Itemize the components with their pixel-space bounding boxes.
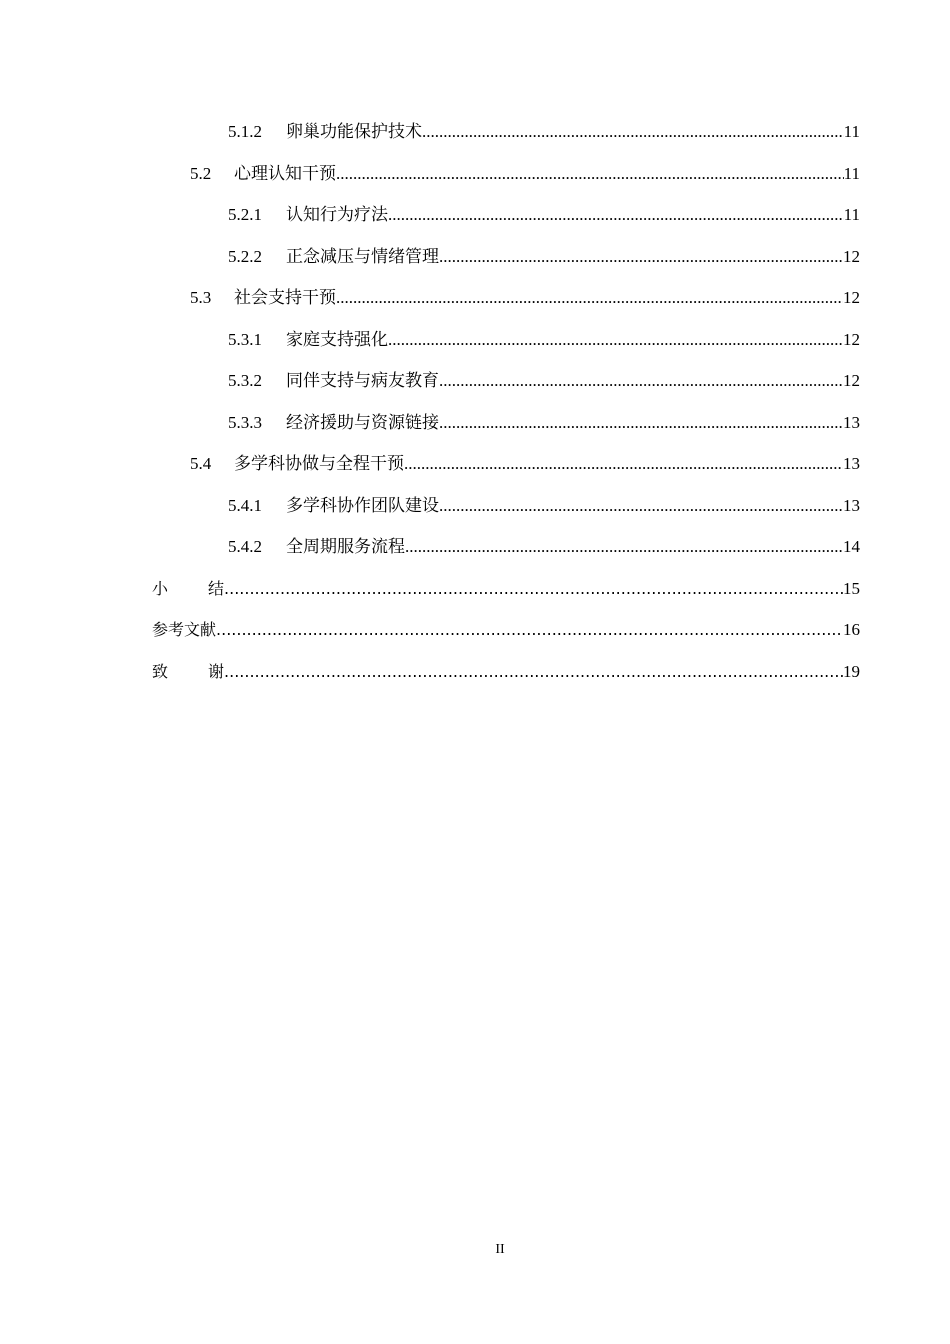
toc-entry-summary[interactable] (152, 578, 860, 600)
toc-dot-leader (439, 370, 843, 392)
toc-dot-leader (388, 204, 844, 226)
toc-entry-title: 正念减压与情绪管理 (286, 247, 439, 266)
toc-entry-5-3-2[interactable] (228, 370, 860, 392)
toc-entry-title: 多学科协作团队建设 (286, 496, 439, 515)
toc-entry-title: 同伴支持与病友教育 (286, 371, 439, 390)
toc-entry-page: 14 (843, 537, 860, 556)
toc-entry-page: 12 (843, 371, 860, 390)
toc-entry-5-2-2[interactable] (228, 246, 860, 268)
toc-entry-title: 多学科协做与全程干预 (234, 454, 404, 473)
toc-entry-number: 5.3.1 (228, 330, 262, 349)
toc-entry-title: 参考文献 (152, 620, 217, 639)
toc-entry-references[interactable] (152, 619, 860, 641)
toc-entry-page: 13 (843, 496, 860, 515)
toc-entry-number: 5.4.1 (228, 496, 262, 515)
toc-entry-page: 12 (843, 247, 860, 266)
toc-entry-number: 5.2.1 (228, 205, 262, 224)
toc-entry-title: 社会支持干预 (234, 288, 336, 307)
toc-entry-title: 家庭支持强化 (286, 330, 388, 349)
toc-entry-5-2[interactable] (190, 163, 860, 185)
toc-entry-page: 12 (843, 330, 860, 349)
toc-entry-title-first-char: 致 (152, 662, 209, 681)
toc-entry-number: 5.4.2 (228, 537, 262, 556)
toc-dot-leader (336, 287, 843, 309)
toc-entry-page: 16 (843, 620, 860, 639)
toc-entry-page: 15 (843, 579, 860, 598)
toc-entry-title: 心理认知干预 (234, 164, 336, 183)
toc-dot-leader (336, 163, 844, 185)
toc-entry-title: 经济援助与资源链接 (286, 413, 439, 432)
toc-dot-leader (422, 121, 844, 143)
toc-entry-title-last-char: 结 (208, 579, 225, 598)
toc-entry-page: 11 (843, 205, 860, 224)
toc-dot-leader (405, 536, 843, 558)
page-number-footer: II (495, 1242, 505, 1257)
toc-entry-page: 13 (843, 413, 860, 432)
toc-entry-title: 全周期服务流程 (286, 537, 405, 556)
toc-entry-5-3-3[interactable] (228, 412, 860, 434)
toc-entry-title-first-char: 小 (152, 579, 209, 598)
toc-entry-5-4[interactable] (190, 453, 860, 475)
toc-entry-page: 11 (843, 122, 860, 141)
toc-dot-leader (388, 329, 843, 351)
toc-dot-leader (439, 412, 843, 434)
toc-entry-5-4-2[interactable] (228, 536, 860, 558)
toc-entry-number: 5.3.3 (228, 413, 262, 432)
toc-entry-number: 5.2 (190, 164, 212, 183)
toc-entry-number: 5.1.2 (228, 122, 262, 141)
toc-dot-leader (224, 578, 843, 600)
toc-dot-leader (224, 661, 843, 683)
toc-entry-5-1-2[interactable] (228, 121, 860, 143)
toc-entry-number: 5.3 (190, 288, 212, 307)
toc-entry-title-last-char: 谢 (208, 662, 225, 681)
toc-dot-leader (404, 453, 843, 475)
toc-entry-5-2-1[interactable] (228, 204, 860, 226)
toc-entry-title: 卵巢功能保护技术 (286, 122, 422, 141)
toc-entry-title: 认知行为疗法 (286, 205, 388, 224)
toc-entry-number: 5.4 (190, 454, 212, 473)
toc-entry-page: 13 (843, 454, 860, 473)
toc-entry-5-4-1[interactable] (228, 495, 860, 517)
toc-entry-page: 12 (843, 288, 860, 307)
toc-dot-leader (439, 246, 843, 268)
toc-entry-number: 5.2.2 (228, 247, 262, 266)
toc-entry-number: 5.3.2 (228, 371, 262, 390)
toc-entry-page: 19 (843, 662, 860, 681)
toc-entry-5-3-1[interactable] (228, 329, 860, 351)
toc-entry-page: 11 (843, 164, 860, 183)
toc-dot-leader (216, 619, 843, 641)
toc-dot-leader (439, 495, 843, 517)
toc-entry-acknowledgements[interactable] (152, 661, 860, 683)
toc-entry-5-3[interactable] (190, 287, 860, 309)
